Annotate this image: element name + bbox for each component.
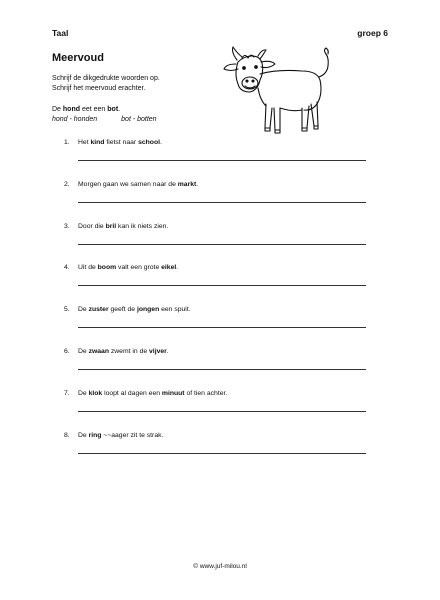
answer-line[interactable] <box>78 453 366 454</box>
sentence-text: valt een grote <box>116 264 162 272</box>
bold-noun: kind <box>90 139 105 146</box>
exercise-item <box>64 139 374 146</box>
answer-line[interactable] <box>78 411 366 412</box>
bold-noun: markt <box>177 180 197 188</box>
bold-noun: school <box>138 139 160 146</box>
exercise-sentence <box>78 264 178 271</box>
exercise-item <box>64 348 374 355</box>
bold-noun: bril <box>105 222 117 230</box>
bold-noun: vijver <box>149 348 167 355</box>
sentence-text: Morgen gaan we samen naar de <box>78 180 178 188</box>
sentence-text: De <box>78 431 89 439</box>
exercise-sentence <box>78 223 168 230</box>
cow-illustration <box>222 44 342 140</box>
exercise-item <box>64 432 374 439</box>
exercise-number: 6. <box>64 348 70 355</box>
example-text: . <box>118 106 121 113</box>
answer-line[interactable] <box>78 202 366 203</box>
example-text: eet een <box>80 106 108 113</box>
copyright-footer: © www.juf-milou.nl <box>193 563 247 570</box>
exercise-item <box>64 181 374 188</box>
example-answers <box>52 116 157 123</box>
sentence-text: een spuit. <box>159 306 191 314</box>
example-bold-word: bot <box>107 106 119 113</box>
bold-noun: boom <box>97 264 117 272</box>
sentence-text: De <box>78 306 89 314</box>
exercise-number: 2. <box>64 180 70 188</box>
bold-noun: zuster <box>88 306 109 314</box>
subject-label: Taal <box>52 28 69 38</box>
example-sentence <box>52 106 120 113</box>
answer-line[interactable] <box>78 285 366 286</box>
exercise-number: 4. <box>64 264 70 272</box>
example-pair: bot - botten <box>121 116 157 123</box>
sentence-text: loopt al dagen een <box>102 389 162 397</box>
exercise-sentence <box>78 181 198 188</box>
exercise-sentence <box>78 139 162 146</box>
answer-line[interactable] <box>78 369 366 370</box>
exercise-number: 5. <box>64 306 70 314</box>
sentence-text: . <box>176 264 179 272</box>
bold-noun: klok <box>88 389 103 397</box>
exercise-item <box>64 264 374 271</box>
sentence-text: fietst naar <box>104 139 139 146</box>
exercise-item <box>64 223 374 230</box>
sentence-text: De <box>78 389 89 397</box>
exercise-item <box>64 390 374 397</box>
sentence-text: . <box>166 348 169 355</box>
sentence-text: geeft de <box>108 306 137 314</box>
bold-noun: eikel <box>161 264 177 272</box>
bold-noun: jongen <box>136 306 160 314</box>
sentence-text: zwemt in de <box>108 348 150 355</box>
exercise-sentence <box>78 432 163 439</box>
sentence-text: . <box>196 180 199 188</box>
worksheet-title: Meervoud <box>52 52 104 64</box>
exercise-number: 7. <box>64 389 70 397</box>
exercise-number: 3. <box>64 222 70 230</box>
bold-noun: ring <box>88 431 102 439</box>
exercise-sentence <box>78 390 227 397</box>
instruction-line-2: Schrijf het meervoud erachter. <box>52 85 146 92</box>
answer-line[interactable] <box>78 160 366 161</box>
sentence-text: of tien achter. <box>184 389 228 397</box>
group-label: groep 6 <box>357 28 388 38</box>
sentence-text: De <box>78 348 89 355</box>
example-text: De <box>52 106 63 113</box>
sentence-text: kan ik niets zien. <box>116 222 169 230</box>
exercise-number: 8. <box>64 431 70 439</box>
exercise-sentence <box>78 348 169 355</box>
sentence-text: Door die <box>78 222 106 230</box>
sentence-text: ~~aager zit te strak. <box>101 431 164 439</box>
answer-line[interactable] <box>78 244 366 245</box>
example-bold-word: hond <box>62 106 81 113</box>
bold-noun: minuut <box>161 389 185 397</box>
example-pair: hond - honden <box>52 116 98 123</box>
answer-line[interactable] <box>78 327 366 328</box>
instruction-line-1: Schrijf de dikgedrukte woorden op. <box>52 75 160 82</box>
sentence-text: Uit de <box>78 264 98 272</box>
exercise-number: 1. <box>64 139 70 146</box>
sentence-text: Het <box>78 139 91 146</box>
bold-noun: zwaan <box>88 348 109 355</box>
exercise-item <box>64 306 374 313</box>
exercise-sentence <box>78 306 191 313</box>
sentence-text: . <box>159 139 162 146</box>
